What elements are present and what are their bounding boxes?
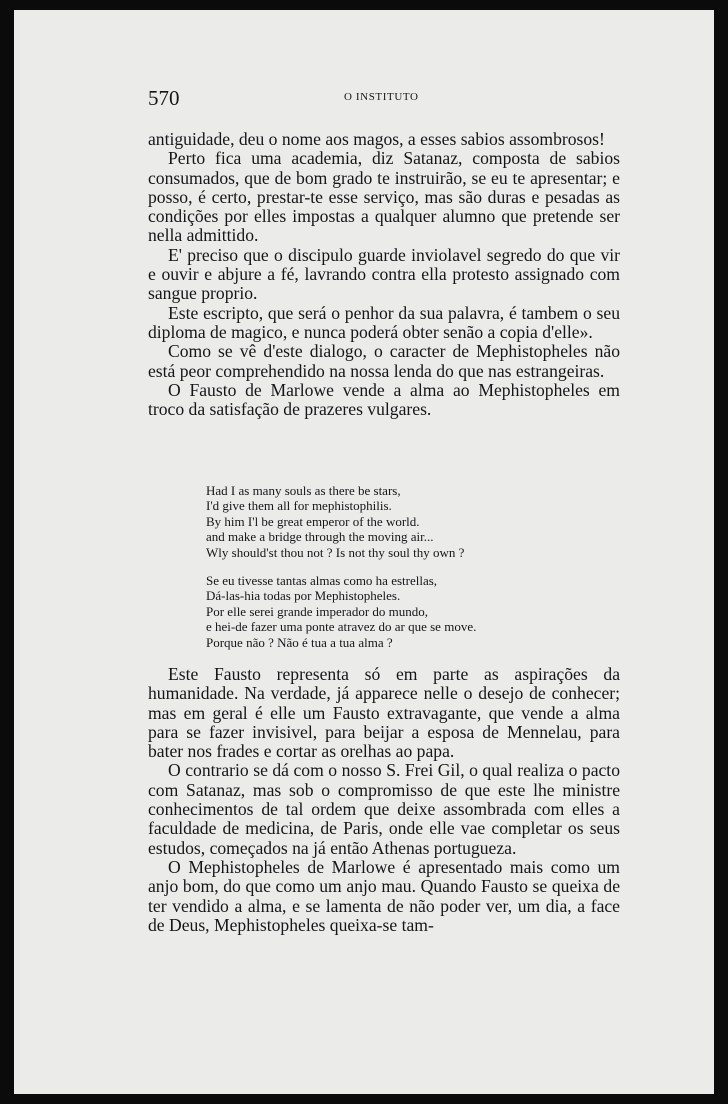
running-title: O INSTITUTO <box>344 91 419 103</box>
quote-line: By him I'l be great emperor of the world. <box>206 513 420 529</box>
body-text-top <box>148 130 620 419</box>
paragraph: Como se vê d'este dialogo, o caracter de Mephistopheles não está peor comprehendido na nossa lenda do que nas estrangeiras. <box>148 341 620 381</box>
quote-line: Dá-las-hia todas por Mephistopheles. <box>206 588 401 604</box>
page-number: 570 <box>148 86 180 110</box>
quote-portuguese <box>206 573 566 650</box>
paragraph: Perto fica uma academia, diz Satanaz, composta de sabios consumados, que de bom grado te instruirão, se eu te apresentar; e posso, é certo, prestar-te esse serviço, mas são duras e pesadas as condições por elles impostas a qualquer alumno que pretende ser nella admittido. <box>148 148 620 246</box>
quote-line: Porque não ? Não é tua a tua alma ? <box>206 634 393 650</box>
paragraph: Este Fausto representa só em parte as aspirações da humanidade. Na verdade, já apparece nelle o desejo de conhecer; mas em geral é elle um Fausto extravagante, que vende a alma para se fazer invisivel, para beijar a esposa de Mennelau, para bater nos frades e cortar as orelhas ao papa. <box>148 664 620 762</box>
page-header <box>148 86 618 108</box>
paragraph: O contrario se dá com o nosso S. Frei Gil, o qual realiza o pacto com Satanaz, mas sob o compromisso de que este lhe ministre conhecimentos de tal ordem que deixe assombrada com elles a faculdade de medicina, de Paris, onde elle vae completar os seus estudos, começados na já então Athenas portugueza. <box>148 760 620 858</box>
quote-line: Por elle serei grande imperador do mundo, <box>206 603 429 619</box>
paragraph: E' preciso que o discipulo guarde inviolavel segredo do que vir e ouvir e abjure a fé, lavrando contra ella protesto assignado com sangue proprio. <box>148 244 620 304</box>
quote-line: Had I as many souls as there be stars, <box>206 483 401 498</box>
quote-line: Se eu tivesse tantas almas como ha estrellas, <box>206 573 438 588</box>
quote-english <box>206 483 566 560</box>
book-page <box>14 10 714 1094</box>
quote-line: and make a bridge through the moving air... <box>206 529 434 545</box>
quote-line: I'd give them all for mephistophilis. <box>206 498 392 514</box>
paragraph: O Fausto de Marlowe vende a alma ao Mephistopheles em troco da satisfação de prazeres vulgares. <box>148 379 620 420</box>
quote-line: Wly should'st thou not ? Is not thy soul thy own ? <box>206 544 465 560</box>
paragraph: Este escripto, que será o penhor da sua palavra, é tambem o seu diploma de magico, e nunca poderá obter senão a copia d'elle». <box>148 302 620 342</box>
quote-line: e hei-de fazer uma ponte atravez do ar que se move. <box>206 619 477 635</box>
paragraph: antiguidade, deu o nome aos magos, a esses sabios assombrosos! <box>148 129 605 149</box>
body-text-bottom <box>148 665 620 935</box>
paragraph: O Mephistopheles de Marlowe é apresentado mais como um anjo bom, do que como um anjo mau. Quando Fausto se queixa de ter vendido a alma, e se lamenta de não poder ver, um dia, a face de Deus, Mephistopheles queixa-se tam- <box>148 856 620 935</box>
